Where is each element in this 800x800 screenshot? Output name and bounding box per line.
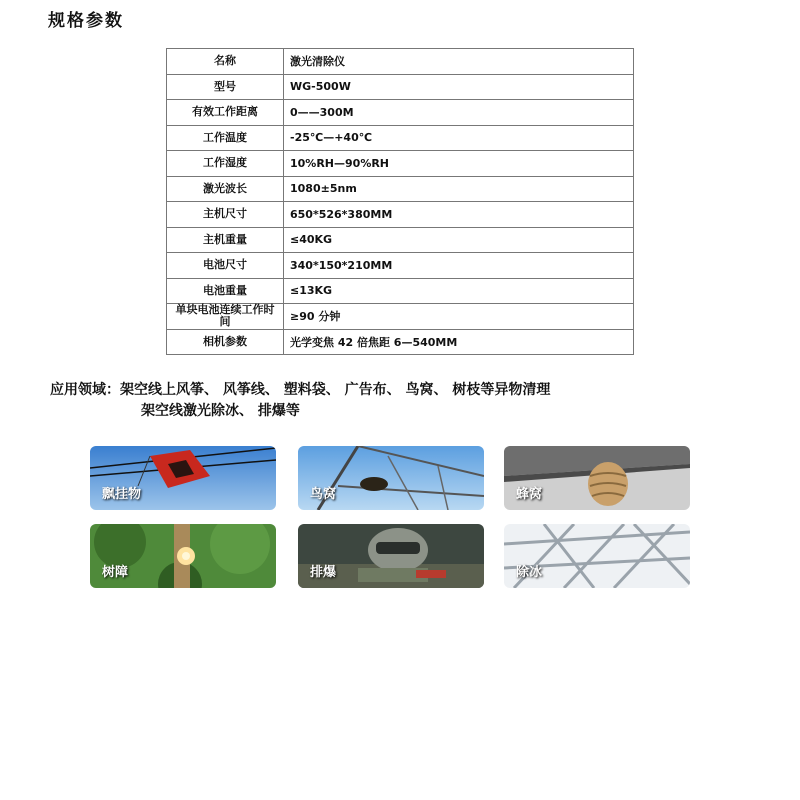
table-row [167,304,634,330]
table-row [167,49,634,75]
table-row [167,74,634,100]
photo-tile-tree [90,524,276,588]
tile-label: 除冰 [516,565,543,580]
page-title: 规格参数 [48,11,124,31]
table-row [167,125,634,151]
spec-key: 电池尺寸 [167,253,284,279]
table-row [167,202,634,228]
spec-value: 0——300M [284,100,634,126]
spec-key: 主机重量 [167,227,284,253]
table-row [167,151,634,177]
spec-value: 650*526*380MM [284,202,634,228]
table-row [167,253,634,279]
spec-table [166,48,634,355]
spec-value: ≤13KG [284,278,634,304]
spec-value: 光学变焦 42 倍焦距 6—540MM [284,329,634,355]
spec-value: 1080±5nm [284,176,634,202]
photo-tile-kite [90,446,276,510]
photo-tile-bomb-disposal [298,524,484,588]
spec-value: 激光清除仪 [284,49,634,75]
spec-value: 10%RH—90%RH [284,151,634,177]
photo-tile-de-icing [504,524,690,588]
spec-value: ≤40KG [284,227,634,253]
spec-value: ≥90 分钟 [284,304,634,330]
spec-key: 有效工作距离 [167,100,284,126]
spec-key: 工作湿度 [167,151,284,177]
spec-key: 名称 [167,49,284,75]
tile-label: 飘挂物 [102,487,142,502]
spec-key: 相机参数 [167,329,284,355]
tile-label: 鸟窝 [310,487,337,502]
applications-line-1: 应用领域：架空线上风筝、 风筝线、 塑料袋、 广告布、 鸟窝、 树枝等异物清理 [50,382,551,398]
spec-key: 激光波长 [167,176,284,202]
table-row [167,100,634,126]
applications-line-2: 架空线激光除冰、 排爆等 [141,403,300,419]
tile-label: 树障 [102,565,129,580]
applications-text [50,380,770,422]
photo-tile-bird-nest [298,446,484,510]
spec-key: 电池重量 [167,278,284,304]
table-row [167,227,634,253]
photo-tile-hornet-nest [504,446,690,510]
spec-value: WG-500W [284,74,634,100]
table-row [167,176,634,202]
table-row [167,329,634,355]
spec-value: -25℃—+40℃ [284,125,634,151]
tile-label: 蜂窝 [516,487,543,502]
spec-value: 340*150*210MM [284,253,634,279]
spec-key: 主机尺寸 [167,202,284,228]
spec-key: 单块电池连续工作时间 [167,304,284,330]
table-row [167,278,634,304]
tile-label: 排爆 [310,565,337,580]
spec-key: 型号 [167,74,284,100]
spec-key: 工作温度 [167,125,284,151]
